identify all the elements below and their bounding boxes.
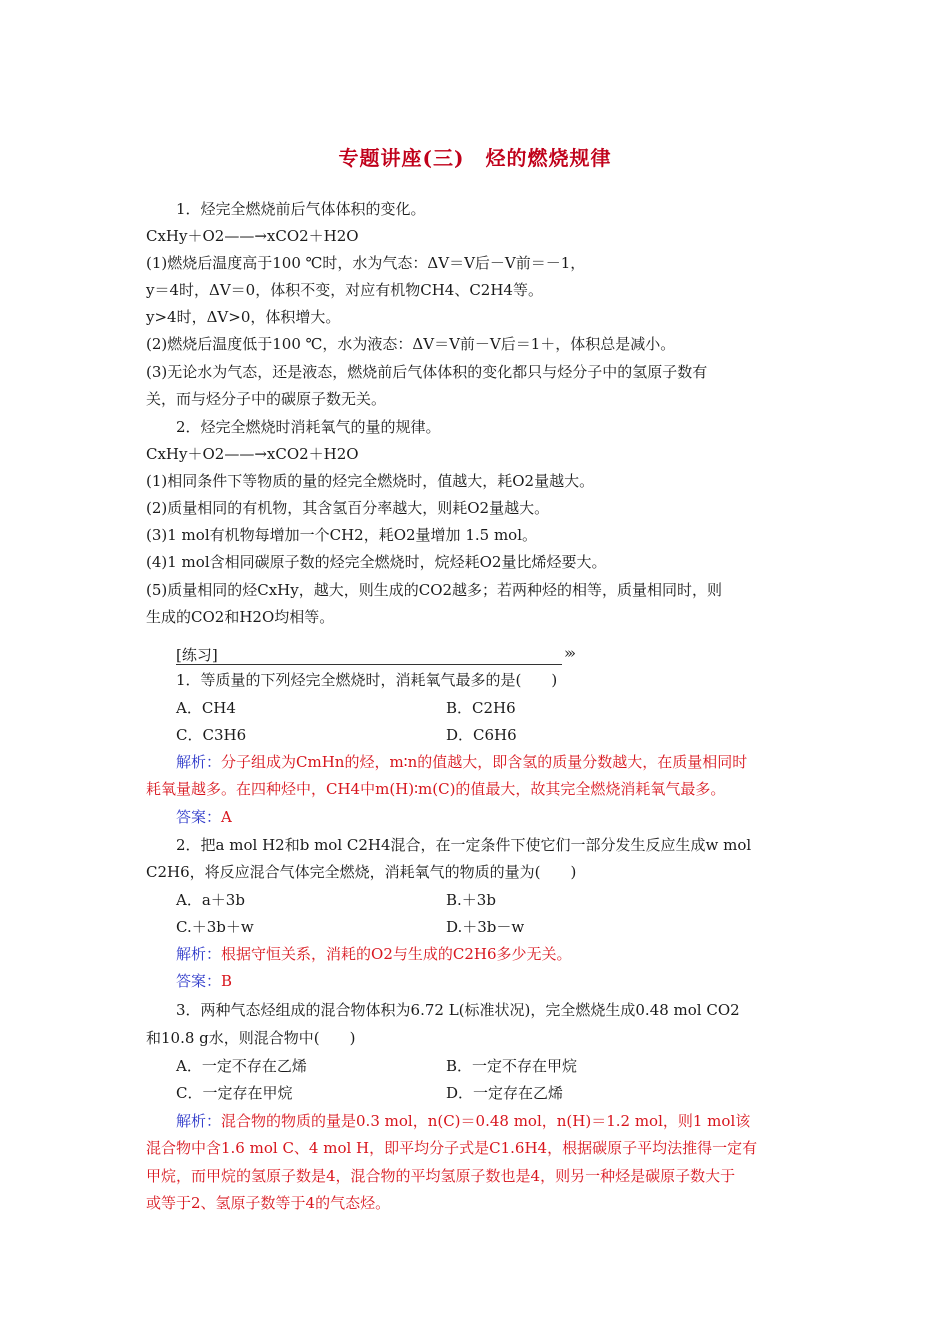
q3-option-b: B．一定不存在甲烷: [446, 1057, 578, 1075]
chevron-right-icon: ›››: [564, 644, 573, 662]
q1-option-a: A．CH4: [176, 699, 236, 717]
label-prefix: 答案：: [176, 972, 222, 990]
label-prefix: 答案：: [176, 808, 222, 826]
q3-stem-line2: 和10.8 g水，则混合物中( ): [146, 1029, 356, 1047]
section2-point5-line1: (5)质量相同的烃CxHy，越大，则生成的CO2越多；若两种烃的相等，质量相同时，则: [146, 581, 723, 599]
q1-option-c: C．C3H6: [176, 726, 247, 744]
q3-option-a: A．一定不存在乙烯: [176, 1057, 307, 1075]
section1-heading: 1．烃完全燃烧前后气体体积的变化。: [176, 200, 426, 218]
section2-point4: (4)1 mol含相同碳原子数的烃完全燃烧时，烷烃耗O2量比烯烃要大。: [146, 553, 607, 571]
q2-analysis: [176, 944, 572, 964]
q1-option-b: B．C2H6: [446, 699, 516, 717]
section1-point1: (1)燃烧后温度高于100 ℃时，水为气态：ΔV＝V后－V前＝－1，: [146, 254, 586, 272]
section2-point3: (3)1 mol有机物每增加一个CH2，耗O2量增加 1.5 mol。: [146, 526, 537, 544]
q1-answer: [176, 807, 232, 827]
q3-analysis-line4: 或等于2、氢原子数等于4的气态烃。: [146, 1194, 391, 1212]
page-title: 专题讲座(三) 烃的燃烧规律: [338, 146, 612, 170]
section1-point3-line2: 关，而与烃分子中的碳原子数无关。: [146, 390, 387, 408]
section2-point1: (1)相同条件下等物质的量的烃完全燃烧时，值越大，耗O2量越大。: [146, 472, 595, 490]
section2-point5-line2: 生成的CO2和H2O均相等。: [146, 608, 335, 626]
q2-option-a: A．a＋3b: [176, 891, 245, 909]
label-content: A: [221, 808, 232, 826]
q3-analysis-line3: 甲烷，而甲烷的氢原子数是4，混合物的平均氢原子数也是4，则另一种烃是碳原子数大于: [146, 1167, 736, 1185]
section1-equation: CxHy＋O2——→xCO2＋H2O: [146, 227, 359, 245]
q1-analysis-line2: 耗氧量越多。在四种烃中，CH4中m(H)∶m(C)的值最大，故其完全燃烧消耗氧气最多。: [146, 780, 726, 798]
section1-point1a: y＝4时，ΔV＝0，体积不变，对应有机物CH4、C2H4等。: [146, 281, 543, 299]
q3-analysis-line1: [176, 1111, 750, 1131]
q2-option-c: C.＋3b＋w: [176, 918, 254, 936]
q1-analysis-line1: [176, 752, 747, 772]
practice-label: [练习]: [176, 646, 218, 664]
q3-analysis-line2: 混合物中含1.6 mol C、4 mol H，即平均分子式是C1.6H4，根据碳原子平均法推得一定有: [146, 1139, 758, 1157]
section1-point1b: y>4时，ΔV>0，体积增大。: [146, 308, 341, 326]
q2-stem-line2: C2H6，将反应混合气体完全燃烧，消耗氧气的物质的量为( ): [146, 863, 577, 881]
section2-point2: (2)质量相同的有机物，其含氢百分率越大，则耗O2量越大。: [146, 499, 550, 517]
label-prefix: 解析：: [176, 1112, 222, 1130]
q2-option-b: B.＋3b: [446, 891, 496, 909]
label-content: 混合物的物质的量是0.3 mol，n(C)＝0.48 mol，n(H)＝1.2 mol，则1 mol该: [221, 1112, 751, 1130]
section1-point2: (2)燃烧后温度低于100 ℃，水为液态：ΔV＝V前－V后＝1＋，体积总是减小。: [146, 335, 676, 353]
section2-equation: CxHy＋O2——→xCO2＋H2O: [146, 445, 359, 463]
section2-heading: 2．烃完全燃烧时消耗氧气的量的规律。: [176, 418, 441, 436]
q2-stem-line1: 2．把a mol H2和b mol C2H4混合，在一定条件下使它们一部分发生反应生成w mol: [176, 836, 752, 854]
label-content: 分子组成为CmHn的烃，m∶n的值越大，即含氢的质量分数越大，在质量相同时: [221, 753, 748, 771]
q3-option-d: D．一定存在乙烯: [446, 1084, 564, 1102]
q1-option-d: D．C6H6: [446, 726, 517, 744]
section1-point3-line1: (3)无论水为气态，还是液态，燃烧前后气体体积的变化都只与烃分子中的氢原子数有: [146, 363, 708, 381]
q3-option-c: C．一定存在甲烷: [176, 1084, 293, 1102]
label-content: B: [221, 972, 233, 990]
q1-stem: 1．等质量的下列烃完全燃烧时，消耗氧气最多的是( ): [176, 671, 558, 689]
label-prefix: 解析：: [176, 753, 222, 771]
label-prefix: 解析：: [176, 945, 222, 963]
label-content: 根据守恒关系，消耗的O2与生成的C2H6多少无关。: [221, 945, 572, 963]
q2-answer: [176, 971, 232, 991]
q2-option-d: D.＋3b－w: [446, 918, 525, 936]
practice-header: [176, 644, 573, 665]
q3-stem-line1: 3．两种气态烃组成的混合物体积为6.72 L(标准状况)，完全燃烧生成0.48 mol CO2: [176, 1001, 740, 1019]
